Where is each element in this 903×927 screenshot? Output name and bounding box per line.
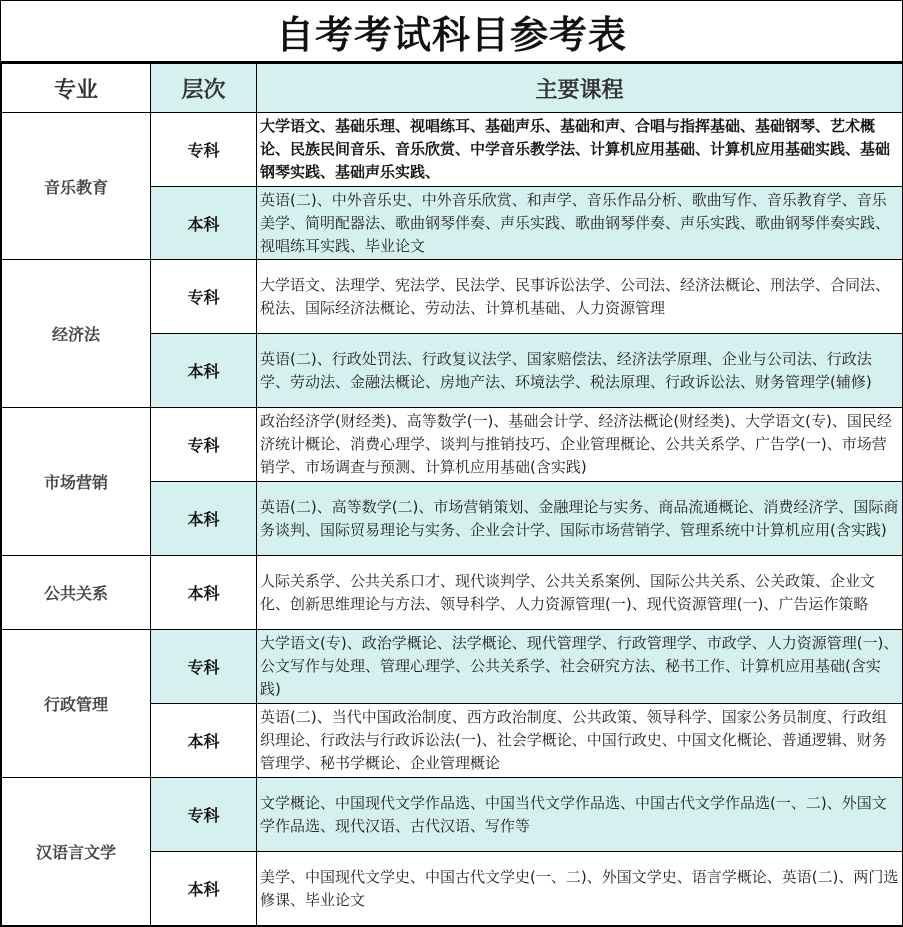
- level-cell: 专科: [151, 630, 257, 704]
- courses-cell: 大学语文、法理学、宪法学、民法学、民事诉讼法学、公司法、经济法概论、刑法学、合同法、税法、国际经济法概论、劳动法、计算机基础、人力资源管理: [257, 260, 903, 334]
- table-row: [2, 260, 903, 334]
- level-cell: 专科: [151, 260, 257, 334]
- course-table: [1, 63, 903, 926]
- table-row: [2, 408, 903, 482]
- major-cell: 汉语言文学: [2, 778, 151, 926]
- major-cell: 经济法: [2, 260, 151, 408]
- level-cell: 本科: [151, 556, 257, 630]
- courses-cell: 大学语文(专)、政治学概论、法学概论、现代管理学、行政管理学、市政学、人力资源管理(一)、公文写作与处理、管理心理学、公共关系学、社会研究方法、秘书工作、计算机应用基础(含实践): [257, 630, 903, 704]
- level-cell: 专科: [151, 778, 257, 852]
- major-cell: 市场营销: [2, 408, 151, 556]
- major-cell: 行政管理: [2, 630, 151, 778]
- title-row: [1, 1, 902, 63]
- table-row: [2, 113, 903, 187]
- courses-cell: 英语(二)、中外音乐史、中外音乐欣赏、和声学、音乐作品分析、歌曲写作、音乐教育学、音乐美学、简明配器法、歌曲钢琴伴奏、声乐实践、歌曲钢琴伴奏、声乐实践、歌曲钢琴伴奏实践、视唱练耳实践、毕业论文: [257, 187, 903, 260]
- courses-cell: 美学、中国现代文学史、中国古代文学史(一、二)、外国文学史、语言学概论、英语(二)、两门选修课、毕业论文: [257, 852, 903, 926]
- header-level: 层次: [151, 64, 257, 113]
- table-row: [2, 630, 903, 704]
- courses-cell: 英语(二)、行政处罚法、行政复议法学、国家赔偿法、经济法学原理、企业与公司法、行政法学、劳动法、金融法概论、房地产法、环境法学、税法原理、行政诉讼法、财务管理学(辅修): [257, 334, 903, 408]
- courses-cell: 政治经济学(财经类)、高等数学(一)、基础会计学、经济法概论(财经类)、大学语文(专)、国民经济统计概论、消费心理学、谈判与推销技巧、企业管理概论、公共关系学、广告学(一)、市场营销学、市场调查与预测、计算机应用基础(含实践): [257, 408, 903, 482]
- level-cell: 专科: [151, 113, 257, 187]
- level-cell: 本科: [151, 704, 257, 778]
- header-courses: 主要课程: [257, 64, 903, 113]
- level-cell: 本科: [151, 852, 257, 926]
- table-row: [2, 778, 903, 852]
- level-cell: 本科: [151, 482, 257, 556]
- table-row: [2, 556, 903, 630]
- level-cell: 本科: [151, 334, 257, 408]
- header-major: 专业: [2, 64, 151, 113]
- courses-cell: 文学概论、中国现代文学作品选、中国当代文学作品选、中国古代文学作品选(一、二)、外国文学作品选、现代汉语、古代汉语、写作等: [257, 778, 903, 852]
- level-cell: 本科: [151, 187, 257, 260]
- courses-cell: 英语(二)、当代中国政治制度、西方政治制度、公共政策、领导科学、国家公务员制度、行政组织理论、行政法与行政诉讼法(一)、社会学概论、中国行政史、中国文化概论、普通逻辑、财务管理学、秘书学概论、企业管理概论: [257, 704, 903, 778]
- major-cell: 音乐教育: [2, 113, 151, 260]
- page-title: 自考考试科目参考表: [275, 12, 627, 57]
- level-cell: 专科: [151, 408, 257, 482]
- courses-cell: 人际关系学、公共关系口才、现代谈判学、公共关系案例、国际公共关系、公关政策、企业文化、创新思维理论与方法、领导科学、人力资源管理(一)、现代资源管理(一)、广告运作策略: [257, 556, 903, 630]
- courses-cell: 英语(二)、高等数学(二)、市场营销策划、金融理论与实务、商品流通概论、消费经济学、国际商务谈判、国际贸易理论与实务、企业会计学、国际市场营销学、管理系统中计算机应用(含实践): [257, 482, 903, 556]
- major-cell: 公共关系: [2, 556, 151, 630]
- table-header-row: [2, 64, 903, 113]
- courses-cell: 大学语文、基础乐理、视唱练耳、基础声乐、基础和声、合唱与指挥基础、基础钢琴、艺术概论、民族民间音乐、音乐欣赏、中学音乐教学法、计算机应用基础、计算机应用基础实践、基础钢琴实践、基础声乐实践、: [257, 113, 903, 187]
